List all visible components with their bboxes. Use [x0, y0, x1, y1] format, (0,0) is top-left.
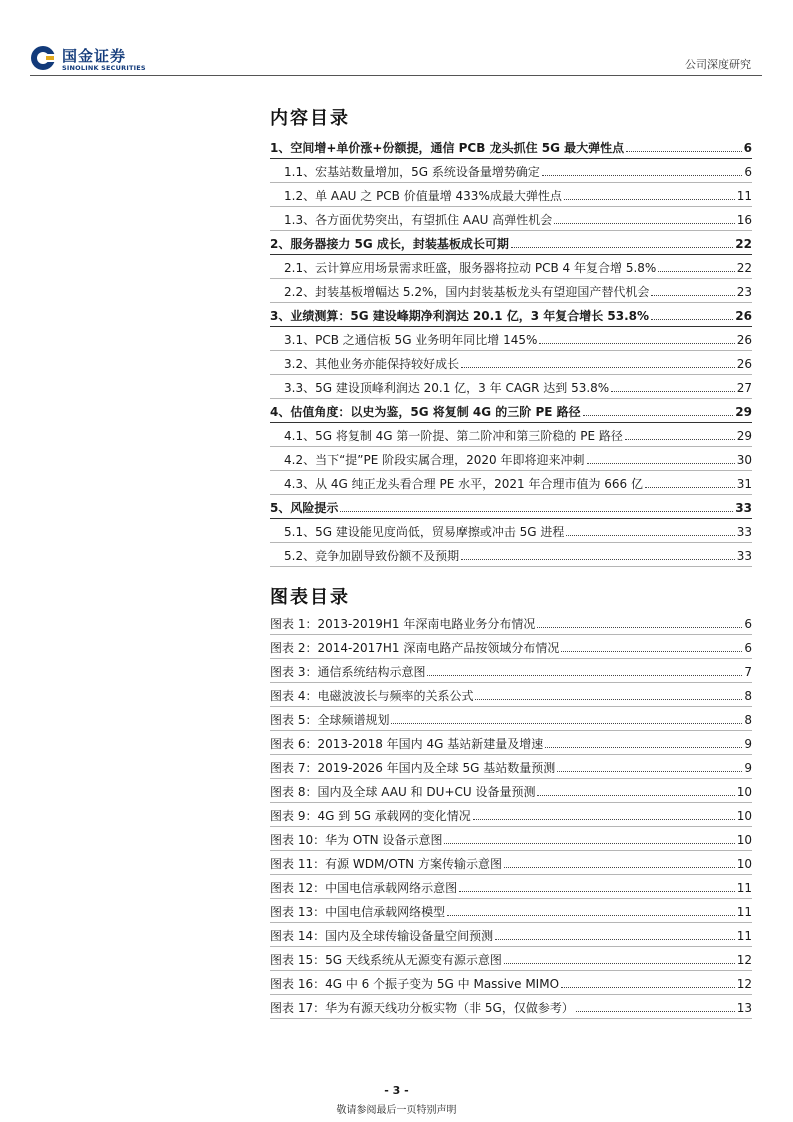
toc-entry-title: 4.3、从 4G 纯正龙头看合理 PE 水平，2021 年合理市值为 666 亿 — [284, 477, 643, 491]
figures-title: 图表目录 — [270, 587, 350, 608]
toc-entry-title: 1.1、宏基站数量增加，5G 系统设备量增势确定 — [284, 165, 540, 179]
contents-list — [270, 135, 752, 567]
contents-entry[interactable] — [270, 255, 752, 279]
dot-leader — [461, 366, 735, 368]
dot-leader — [554, 222, 734, 224]
toc-entry-title: 图表 14：国内及全球传输设备量空间预测 — [270, 929, 494, 943]
toc-entry-title: 2.1、云计算应用场景需求旺盛，服务器将拉动 PCB 4 年复合增 5.8% — [284, 261, 657, 275]
contents-entry[interactable] — [270, 399, 752, 423]
dot-leader — [511, 246, 733, 248]
toc-entry-title: 5.2、竞争加剧导致份额不及预期 — [284, 549, 460, 563]
dot-leader — [391, 722, 742, 724]
contents-entry[interactable] — [270, 519, 752, 543]
toc-entry-page: 33 — [736, 525, 752, 539]
dot-leader — [583, 414, 734, 416]
toc-entry-page: 26 — [736, 333, 752, 347]
dot-leader — [475, 698, 742, 700]
dot-leader — [651, 318, 733, 320]
toc-entry-page: 13 — [736, 1001, 752, 1015]
toc-entry-title: 3.1、PCB 之通信板 5G 业务明年同比增 145% — [284, 333, 538, 347]
figure-entry[interactable] — [270, 611, 752, 635]
dot-leader — [561, 650, 742, 652]
contents-title: 内容目录 — [270, 108, 350, 129]
toc-entry-title: 图表 17：华为有源天线功分板实物（非 5G，仅做参考） — [270, 1001, 574, 1015]
dot-leader — [651, 294, 734, 296]
toc-entry-page: 11 — [736, 905, 752, 919]
toc-entry-page: 23 — [736, 285, 752, 299]
dot-leader — [504, 866, 735, 868]
toc-entry-page: 11 — [736, 189, 752, 203]
toc-entry-title: 3.3、5G 建设顶峰利润达 20.1 亿，3 年 CAGR 达到 53.8% — [284, 381, 610, 395]
dot-leader — [566, 534, 734, 536]
figure-entry[interactable] — [270, 851, 752, 875]
toc-entry-title: 图表 13：中国电信承载网络模型 — [270, 905, 446, 919]
toc-entry-title: 图表 10：华为 OTN 设备示意图 — [270, 833, 443, 847]
contents-entry[interactable] — [270, 279, 752, 303]
toc-entry-page: 12 — [736, 953, 752, 967]
dot-leader — [495, 938, 735, 940]
figure-entry[interactable] — [270, 779, 752, 803]
dot-leader — [537, 626, 742, 628]
contents-entry[interactable] — [270, 135, 752, 159]
dot-leader — [459, 890, 735, 892]
dot-leader — [587, 462, 735, 464]
toc-entry-page: 6 — [744, 641, 752, 655]
contents-entry[interactable] — [270, 351, 752, 375]
toc-entry-page: 6 — [744, 617, 752, 631]
logo-chinese-name: 国金证券 — [62, 47, 127, 65]
dot-leader — [539, 342, 734, 344]
toc-entry-title: 图表 7：2019-2026 年国内及全球 5G 基站数量预测 — [270, 761, 556, 775]
logo-english-name: SINOLINK SECURITIES — [62, 64, 146, 72]
dot-leader — [504, 962, 735, 964]
dot-leader — [625, 438, 735, 440]
toc-entry-page: 10 — [736, 857, 752, 871]
dot-leader — [626, 150, 742, 152]
toc-entry-page: 10 — [736, 833, 752, 847]
toc-entry-page: 12 — [736, 977, 752, 991]
toc-entry-title: 4.1、5G 将复制 4G 第一阶提、第二阶冲和第三阶稳的 PE 路径 — [284, 429, 623, 443]
toc-entry-page: 6 — [743, 141, 752, 155]
figure-entry[interactable] — [270, 707, 752, 731]
toc-entry-title: 5.1、5G 建设能见度尚低，贸易摩擦或冲击 5G 进程 — [284, 525, 565, 539]
toc-entry-title: 1、空间增+单价涨+份额提，通信 PCB 龙头抓住 5G 最大弹性点 — [270, 141, 625, 155]
toc-entry-page: 16 — [736, 213, 752, 227]
figure-entry[interactable] — [270, 971, 752, 995]
dot-leader — [611, 390, 735, 392]
dot-leader — [545, 746, 742, 748]
toc-entry-title: 图表 12：中国电信承载网络示意图 — [270, 881, 458, 895]
contents-entry[interactable] — [270, 231, 752, 255]
toc-entry-page: 27 — [736, 381, 752, 395]
dot-leader — [444, 842, 734, 844]
toc-entry-page: 29 — [735, 405, 752, 419]
contents-entry[interactable] — [270, 159, 752, 183]
figure-entry[interactable] — [270, 659, 752, 683]
toc-entry-page: 11 — [736, 881, 752, 895]
toc-entry-title: 图表 8：国内及全球 AAU 和 DU+CU 设备量预测 — [270, 785, 536, 799]
dot-leader — [542, 174, 743, 176]
page-header — [0, 0, 793, 80]
dot-leader — [561, 986, 735, 988]
toc-entry-page: 10 — [736, 809, 752, 823]
toc-entry-page: 8 — [744, 713, 752, 727]
figure-entry[interactable] — [270, 947, 752, 971]
figure-entry[interactable] — [270, 995, 752, 1019]
contents-entry[interactable] — [270, 447, 752, 471]
toc-entry-page: 26 — [736, 357, 752, 371]
dot-leader — [537, 794, 734, 796]
toc-entry-title: 1.2、单 AAU 之 PCB 价值量增 433%成最大弹性点 — [284, 189, 562, 203]
contents-entry[interactable] — [270, 471, 752, 495]
figure-entry[interactable] — [270, 731, 752, 755]
figure-entry[interactable] — [270, 683, 752, 707]
toc-entry-page: 22 — [736, 261, 752, 275]
figure-entry[interactable] — [270, 827, 752, 851]
toc-entry-page: 30 — [736, 453, 752, 467]
toc-entry-page: 10 — [736, 785, 752, 799]
toc-entry-title: 2.2、封装基板增幅达 5.2%，国内封装基板龙头有望迎国产替代机会 — [284, 285, 650, 299]
contents-entry[interactable] — [270, 375, 752, 399]
toc-entry-title: 4.2、当下“提”PE 阶段实属合理，2020 年即将迎来冲刺 — [284, 453, 585, 467]
dot-leader — [645, 486, 735, 488]
figure-entry[interactable] — [270, 803, 752, 827]
figure-entry[interactable] — [270, 635, 752, 659]
toc-entry-page: 9 — [744, 737, 752, 751]
disclaimer-note: 敬请参阅最后一页特别声明 — [336, 1105, 457, 1116]
toc-entry-title: 图表 6：2013-2018 年国内 4G 基站新建量及增速 — [270, 737, 544, 751]
document-type: 公司深度研究 — [685, 58, 751, 71]
dot-leader — [447, 914, 735, 916]
toc-entry-title: 4、估值角度：以史为鉴，5G 将复制 4G 的三阶 PE 路径 — [270, 405, 581, 419]
sinolink-logo-icon — [30, 44, 56, 72]
toc-entry-title: 图表 1：2013-2019H1 年深南电路业务分布情况 — [270, 617, 536, 631]
dot-leader — [340, 510, 733, 512]
toc-entry-page: 31 — [736, 477, 752, 491]
toc-entry-page: 7 — [744, 665, 752, 679]
dot-leader — [564, 198, 735, 200]
toc-entry-page: 9 — [744, 761, 752, 775]
toc-entry-title: 5、风险提示 — [270, 501, 339, 515]
toc-entry-page: 33 — [736, 549, 752, 563]
toc-entry-title: 图表 3：通信系统结构示意图 — [270, 665, 426, 679]
toc-entry-title: 3、业绩测算：5G 建设峰期净利润达 20.1 亿，3 年复合增长 53.8% — [270, 309, 650, 323]
page-number: - 3 - — [384, 1084, 409, 1097]
toc-entry-page: 26 — [735, 309, 752, 323]
contents-entry[interactable] — [270, 495, 752, 519]
dot-leader — [473, 818, 735, 820]
figure-entry[interactable] — [270, 755, 752, 779]
contents-entry[interactable] — [270, 423, 752, 447]
figures-list — [270, 611, 752, 1019]
toc-entry-page: 8 — [744, 689, 752, 703]
toc-entry-title: 图表 2：2014-2017H1 深南电路产品按领域分布情况 — [270, 641, 560, 655]
dot-leader — [576, 1010, 735, 1012]
figure-entry[interactable] — [270, 875, 752, 899]
dot-leader — [461, 558, 735, 560]
toc-entry-title: 图表 16：4G 中 6 个振子变为 5G 中 Massive MIMO — [270, 977, 560, 991]
company-logo — [30, 44, 170, 76]
contents-entry[interactable] — [270, 303, 752, 327]
toc-entry-page: 6 — [744, 165, 752, 179]
toc-entry-title: 图表 15：5G 天线系统从无源变有源示意图 — [270, 953, 502, 967]
toc-entry-title: 2、服务器接力 5G 成长，封装基板成长可期 — [270, 237, 509, 251]
toc-entry-title: 3.2、其他业务亦能保持较好成长 — [284, 357, 460, 371]
contents-entry[interactable] — [270, 207, 752, 231]
toc-entry-title: 图表 5：全球频谱规划 — [270, 713, 390, 727]
dot-leader — [557, 770, 742, 772]
toc-entry-title: 图表 9：4G 到 5G 承载网的变化情况 — [270, 809, 471, 823]
toc-entry-title: 图表 4：电磁波波长与频率的关系公式 — [270, 689, 474, 703]
header-divider — [30, 75, 762, 76]
toc-entry-title: 图表 11：有源 WDM/OTN 方案传输示意图 — [270, 857, 502, 871]
toc-entry-page: 29 — [736, 429, 752, 443]
toc-entry-page: 11 — [736, 929, 752, 943]
dot-leader — [658, 270, 734, 272]
contents-entry[interactable] — [270, 183, 752, 207]
contents-entry[interactable] — [270, 543, 752, 567]
toc-entry-page: 33 — [735, 501, 752, 515]
toc-entry-title: 1.3、各方面优势突出，有望抓住 AAU 高弹性机会 — [284, 213, 553, 227]
dot-leader — [427, 674, 742, 676]
contents-entry[interactable] — [270, 327, 752, 351]
figure-entry[interactable] — [270, 899, 752, 923]
toc-entry-page: 22 — [735, 237, 752, 251]
figure-entry[interactable] — [270, 923, 752, 947]
